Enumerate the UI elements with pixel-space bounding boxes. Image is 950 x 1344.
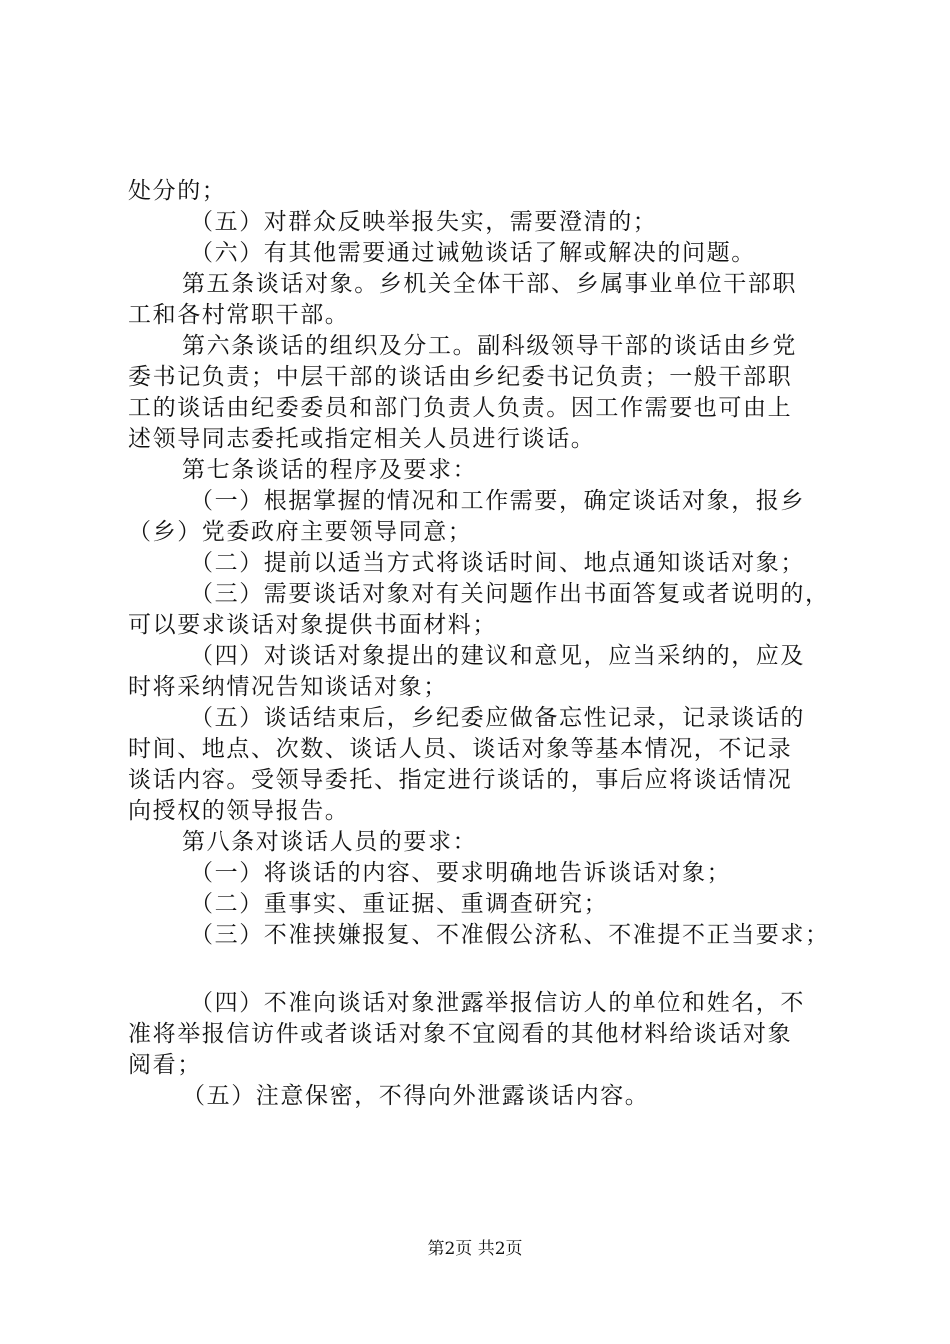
text-line: 第五条谈话对象。乡机关全体干部、乡属事业单位干部职 (182, 271, 797, 297)
page-number-footer: 第2页 共2页 (427, 1239, 523, 1259)
text-line: （五）谈话结束后，乡纪委应做备忘性记录，记录谈话的 (190, 705, 805, 731)
text-line: 处分的； (128, 178, 227, 204)
text-line: （五）注意保密，不得向外泄露谈话内容。 (182, 1083, 650, 1109)
text-line: （三）不准挟嫌报复、不准假公济私、不准提不正当要求； (190, 922, 830, 948)
text-line: （一）将谈话的内容、要求明确地告诉谈话对象； (190, 860, 732, 886)
text-line: 时将采纳情况告知谈话对象； (128, 674, 448, 700)
text-line: 时间、地点、次数、谈话人员、谈话对象等基本情况，不记录 (128, 736, 793, 762)
text-line: （二）提前以适当方式将谈话时间、地点通知谈话对象； (190, 550, 805, 576)
text-line: （一）根据掌握的情况和工作需要，确定谈话对象，报乡 (190, 488, 805, 514)
document-body (128, 176, 838, 1112)
text-line: 谈话内容。受领导委托、指定进行谈话的，事后应将谈话情况 (128, 767, 793, 793)
text-line: （三）需要谈话对象对有关问题作出书面答复或者说明的， (190, 581, 830, 607)
text-line: （五）对群众反映举报失实，需要澄清的； (190, 209, 658, 235)
text-line: 可以要求谈话对象提供书面材料； (128, 612, 497, 638)
text-line: 工和各村常职干部。 (128, 302, 350, 328)
text-line: 工的谈话由纪委委员和部门负责人负责。因工作需要也可由上 (128, 395, 793, 421)
text-line: （四）不准向谈话对象泄露举报信访人的单位和姓名，不 (190, 990, 805, 1016)
text-line: （二）重事实、重证据、重调查研究； (190, 891, 609, 917)
text-line: （六）有其他需要通过诫勉谈话了解或解决的问题。 (190, 240, 756, 266)
text-line: （四）对谈话对象提出的建议和意见，应当采纳的，应及 (190, 643, 805, 669)
text-line: 委书记负责；中层干部的谈话由乡纪委书记负责；一般干部职 (128, 364, 793, 390)
paragraph-gap (128, 951, 838, 988)
text-line: 第六条谈话的组织及分工。副科级领导干部的谈话由乡党 (182, 333, 797, 359)
text-line: （乡）党委政府主要领导同意； (128, 519, 473, 545)
text-line: 准将举报信访件或者谈话对象不宜阅看的其他材料给谈话对象 (128, 1021, 793, 1047)
text-line: 第八条对谈话人员的要求： (182, 829, 478, 855)
text-line: 第七条谈话的程序及要求： (182, 457, 478, 483)
text-line: 向授权的领导报告。 (128, 798, 350, 824)
text-line: 阅看； (128, 1052, 202, 1078)
text-line: 述领导同志委托或指定相关人员进行谈话。 (128, 426, 596, 452)
